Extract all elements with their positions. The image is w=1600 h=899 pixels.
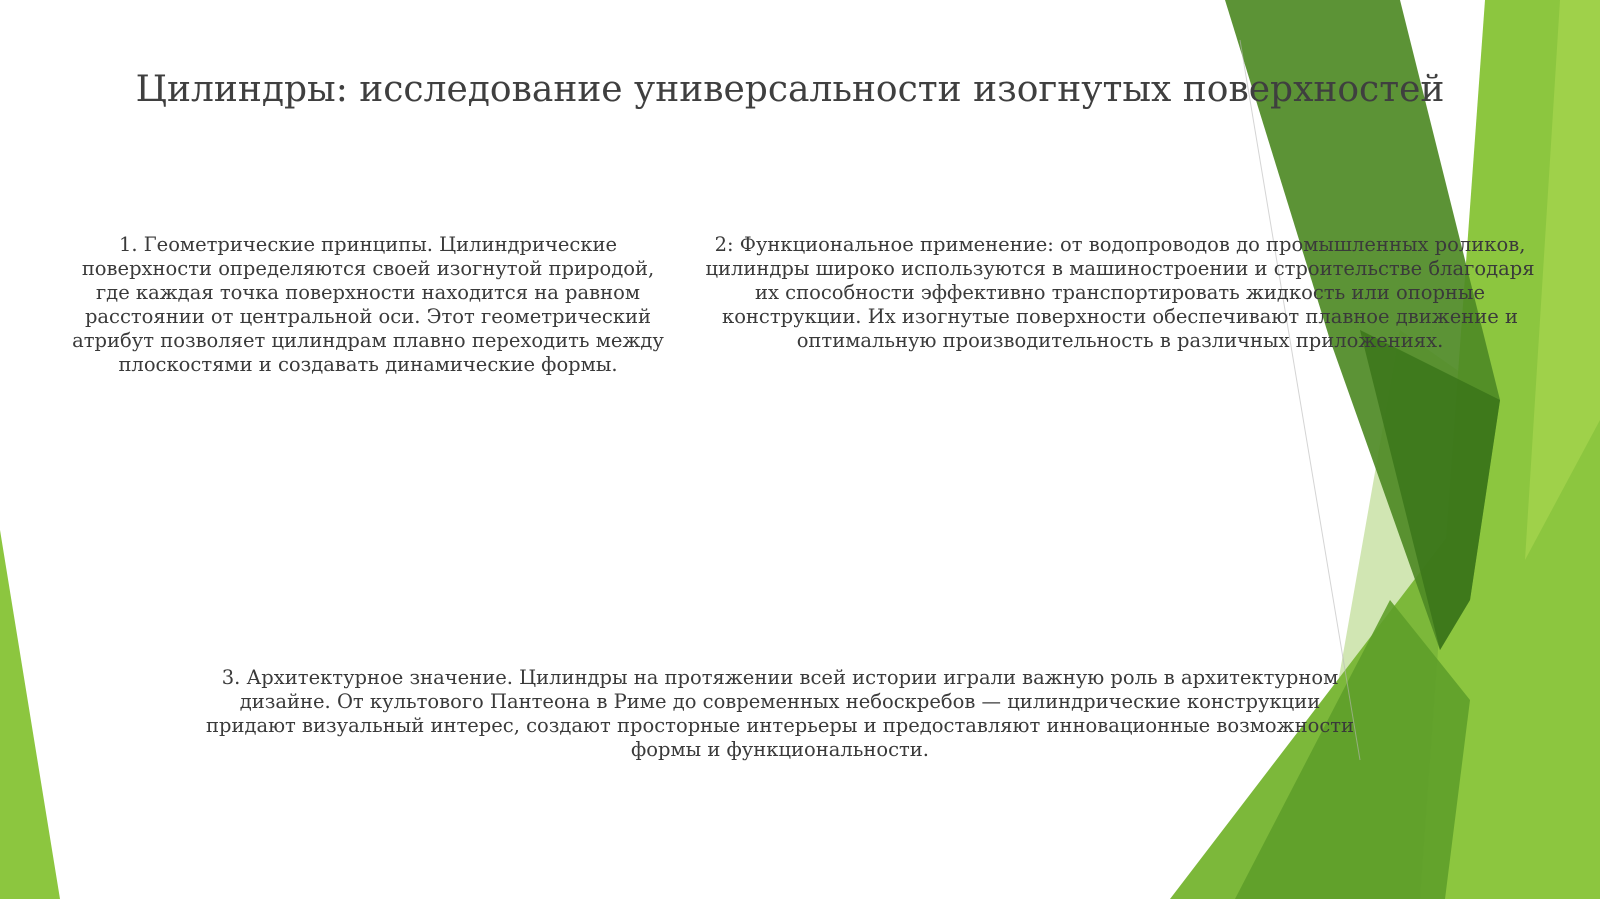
text-block-architectural-significance: 3. Архитектурное значение. Цилиндры на протяжении всей истории играли важную роль в архитектурном дизайне. От культового Пантеона в Риме до современных небоскребов — цилиндрические конструкции придают визуальный интерес, создают просторные интерьеры и предоставляют инновационные возможности формы и функциональности. <box>205 666 1355 761</box>
left-green-sliver <box>0 530 60 899</box>
slide-title: Цилиндры: исследование универсальности изогнутых поверхностей <box>135 69 1445 110</box>
text-block-functional-application: 2: Функциональное применение: от водопроводов до промышленных роликов, цилиндры широко используются в машиностроении и строительстве благодаря их способности эффективно транспортировать жидкость или опорные конструкции. Их изогнутые поверхности обеспечивают плавное движение и оптимальную производительность в различных приложениях. <box>705 233 1535 352</box>
text-block-geometric-principles: 1. Геометрические принципы. Цилиндрические поверхности определяются своей изогнутой природой, где каждая точка поверхности находится на равном расстоянии от центральной оси. Этот геометрический атрибут позволяет цилиндрам плавно переходить между плоскостями и создавать динамические формы. <box>72 233 664 376</box>
